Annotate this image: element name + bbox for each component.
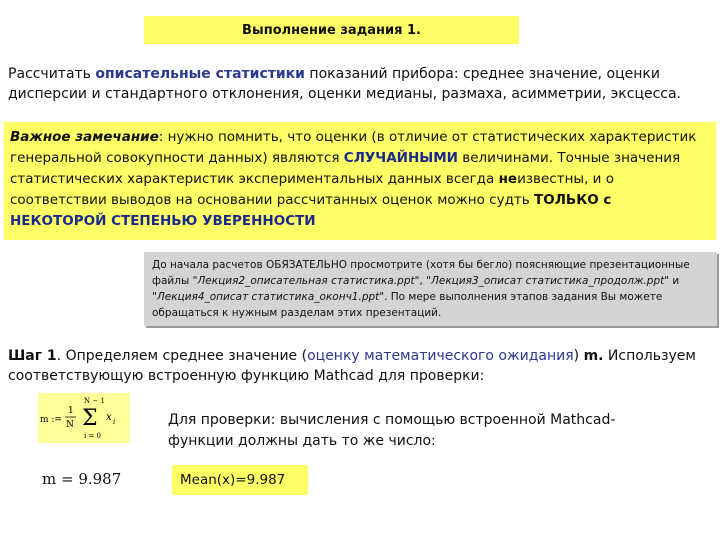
reminder-text-2: ", " <box>414 275 431 287</box>
mean-formula <box>38 393 130 443</box>
result-value <box>42 470 121 488</box>
note-text-1: : нужно помнить, что оценки (в отличие от статистических характеристик генеральной совокупности данных) являются <box>10 129 697 166</box>
reminder-file-1: Лекция2_описательная статистика.ppt <box>197 275 415 287</box>
formula-lhs: m := <box>40 415 62 425</box>
sum-icon: Σ <box>82 406 98 431</box>
intro-text-1: Рассчитать <box>8 66 96 82</box>
reminder-text-1: До начала расчетов ОБЯЗАТЕЛЬНО просмотрите (хотя бы бегло) поясняющие презентационные файлы " <box>152 259 690 287</box>
formula-numerator: 1 <box>68 406 74 416</box>
intro-highlight: описательные статистики <box>95 66 305 82</box>
mean-check-text: Mean(x)=9.987 <box>180 472 286 488</box>
sum-upper-limit: N − 1 <box>84 397 105 405</box>
check-instruction: Для проверки: вычисления с помощью встроенной Mathcad-функции должны дать то же число: <box>168 412 616 449</box>
note-text-3: известны, и о соответствии выводов на основании рассчитанных оценок можно судть <box>10 171 614 208</box>
formula-denominator: N <box>66 420 74 430</box>
note-degree: НЕКОТОРОЙ СТЕПЕНЬЮ УВЕРЕННОСТИ <box>10 213 316 229</box>
result-text: m = 9.987 <box>42 470 122 488</box>
task-description <box>8 64 714 104</box>
reminder-text-4: ". По мере выполнения этапов задания Вы можете обращаться к нужным разделам этих презентаций. <box>152 291 663 319</box>
step-text-2: ) <box>573 348 584 364</box>
step-m: m. <box>583 348 604 364</box>
slide-title-text: Выполнение задания 1. <box>242 22 421 38</box>
note-random: СЛУЧАЙНЫМИ <box>343 150 458 166</box>
formula-term: x <box>106 412 112 423</box>
mean-check-box <box>172 465 308 495</box>
note-ne: не <box>498 171 518 187</box>
slide-title <box>144 16 519 44</box>
step-text-1: . Определяем среднее значение ( <box>56 348 308 364</box>
step-text-3: Используем соответствующую встроенную функцию Mathcad для проверки: <box>8 348 696 384</box>
note-label: Важное замечание <box>10 129 159 145</box>
important-note <box>4 122 716 240</box>
note-only: ТОЛЬКО с <box>534 192 612 208</box>
reminder-file-3: Лекция4_описат статистика_оконч1.ppt <box>156 291 380 303</box>
reminder-text-3: " и " <box>152 275 680 303</box>
reminder-file-2: Лекция3_описат статистика_продолж.ppt <box>430 275 665 287</box>
step-label: Шаг 1 <box>8 348 57 364</box>
sum-lower-limit: i = 0 <box>84 432 102 440</box>
note-text-2: величинами. Точные значения статистических характеристик экспериментальных данных всегда <box>10 150 681 187</box>
reminder-box <box>144 252 717 326</box>
formula-term-subscript: i <box>113 418 116 426</box>
step-highlight: оценку математического ожидания <box>307 348 574 364</box>
mean-formula-svg <box>38 393 130 443</box>
step-1-description <box>8 346 714 386</box>
intro-text-2: показаний прибора: среднее значение, оценки дисперсии и стандартного отклонения, оценки медианы, размаха, асимметрии, эксцесса. <box>8 66 682 102</box>
